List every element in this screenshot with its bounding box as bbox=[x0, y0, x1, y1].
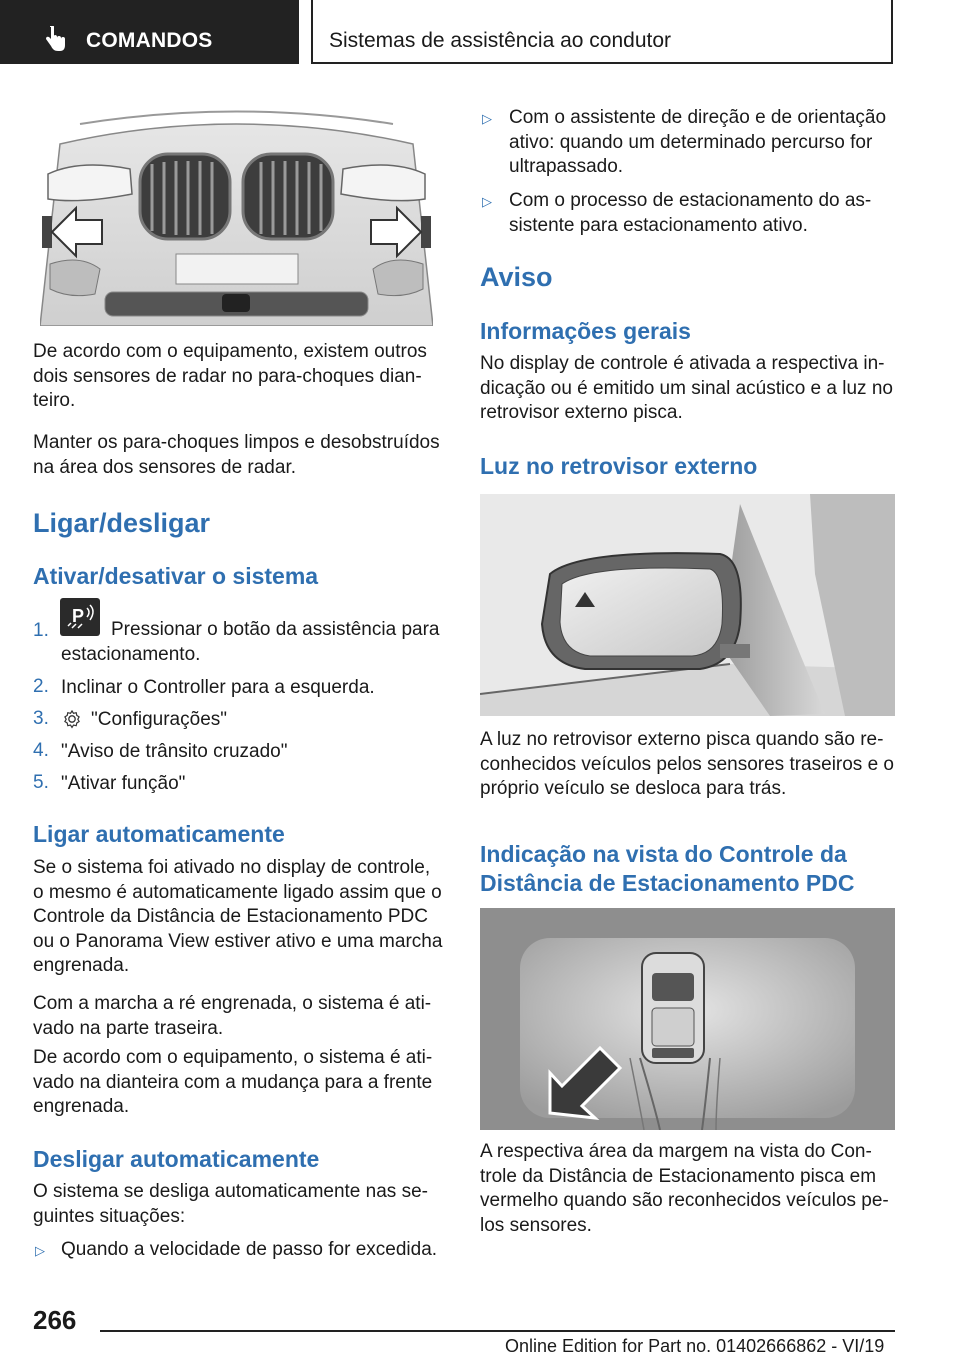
header-section-tab bbox=[0, 0, 299, 64]
step-number: 4. bbox=[33, 740, 49, 761]
bullet-triangle-icon: ▷ bbox=[482, 111, 492, 126]
footer-divider bbox=[100, 1330, 895, 1332]
mirror-light-figure bbox=[480, 494, 895, 716]
heading-aviso: Aviso bbox=[480, 262, 553, 292]
step-text: "Configurações" bbox=[91, 709, 228, 730]
bullet-triangle-icon: ▷ bbox=[482, 194, 492, 209]
paragraph-info: No display de controle é ativada a respectiva in-dicação ou é emitido um sinal acústico e a luz no retrovisor externo pisca. bbox=[480, 353, 893, 423]
paragraph-clean-bumper: Manter os para-choques limpos e desobstruídos na área dos sensores de radar. bbox=[33, 432, 440, 478]
paragraph-auto-1: Se o sistema foi ativado no display de controle, o mesmo é automaticamente ligado assim que o Controle da Distância de Estacionamento PDC ou o Panorama View estiver ativo e uma marcha engrenada. bbox=[33, 857, 443, 976]
heading-ativar-desativar: Ativar/desativar o sistema bbox=[33, 563, 319, 589]
step-number: 1. bbox=[33, 620, 49, 641]
bullet-text: Quando a velocidade de passo for excedida. bbox=[61, 1239, 438, 1260]
hand-pointer-icon bbox=[44, 26, 66, 52]
front-bumper-radar-figure bbox=[40, 104, 433, 326]
step-text: Inclinar o Controller para a esquerda. bbox=[61, 677, 375, 698]
step-text: "Ativar função" bbox=[61, 773, 186, 794]
pdc-view-figure bbox=[480, 908, 895, 1130]
figure-caption-radar: De acordo com o equipamento, existem outros dois sensores de radar no para-choques dian-teiro. bbox=[33, 341, 427, 411]
header-title-box bbox=[311, 0, 893, 64]
step-number: 5. bbox=[33, 772, 49, 793]
step-text: "Aviso de trânsito cruzado" bbox=[61, 741, 288, 762]
heading-ligar-auto: Ligar automaticamente bbox=[33, 821, 285, 847]
heading-ligar-desligar: Ligar/desligar bbox=[33, 508, 211, 538]
paragraph-auto-3: De acordo com o equipamento, o sistema é ati-vado na dianteira com a mudança para a frente engrenada. bbox=[33, 1047, 433, 1117]
step-number: 2. bbox=[33, 676, 49, 697]
paragraph-auto-2: Com a marcha a ré engrenada, o sistema é ati-vado na parte traseira. bbox=[33, 993, 432, 1039]
bullet-text: Com o assistente de direção e de orientação ativo: quando um determinado percurso for ultrapassado. bbox=[509, 107, 887, 177]
bullet-triangle-icon: ▷ bbox=[35, 1243, 45, 1258]
bullet-text: Com o processo de estacionamento do as-sistente para estacionamento ativo. bbox=[509, 190, 872, 236]
page-number: 266 bbox=[33, 1305, 77, 1335]
heading-luz-retrovisor: Luz no retrovisor externo bbox=[480, 453, 758, 479]
heading-desligar-auto: Desligar automaticamente bbox=[33, 1146, 320, 1172]
gear-icon bbox=[62, 709, 82, 729]
paragraph-desligar: O sistema se desliga automaticamente nas se-guintes situações: bbox=[33, 1181, 428, 1227]
footer-edition: Online Edition for Part no. 01402666862 - VI/19 bbox=[505, 1336, 885, 1356]
step-number: 3. bbox=[33, 708, 49, 729]
figure-caption-pdc: A respectiva área da margem na vista do Con-trole da Distância de Estacionamento pisca em vermelho quando são reconhecidos veículos pe-los sensores. bbox=[480, 1141, 889, 1236]
step-text: Pressionar o botão da assistência para estacionamento. bbox=[61, 619, 440, 665]
heading-informacoes-gerais: Informações gerais bbox=[480, 318, 691, 344]
heading-indicacao-pdc: Indicação na vista do Controle da Distância de Estacionamento PDC bbox=[480, 841, 855, 896]
svg-text:P: P bbox=[72, 606, 85, 626]
chapter-title: Sistemas de assistência ao condutor bbox=[329, 29, 672, 52]
section-label: COMANDOS bbox=[86, 29, 213, 52]
figure-caption-mirror: A luz no retrovisor externo pisca quando são re-conhecidos veículos pelos sensores traseiros e o próprio veículo se desloca para trás. bbox=[480, 729, 895, 799]
